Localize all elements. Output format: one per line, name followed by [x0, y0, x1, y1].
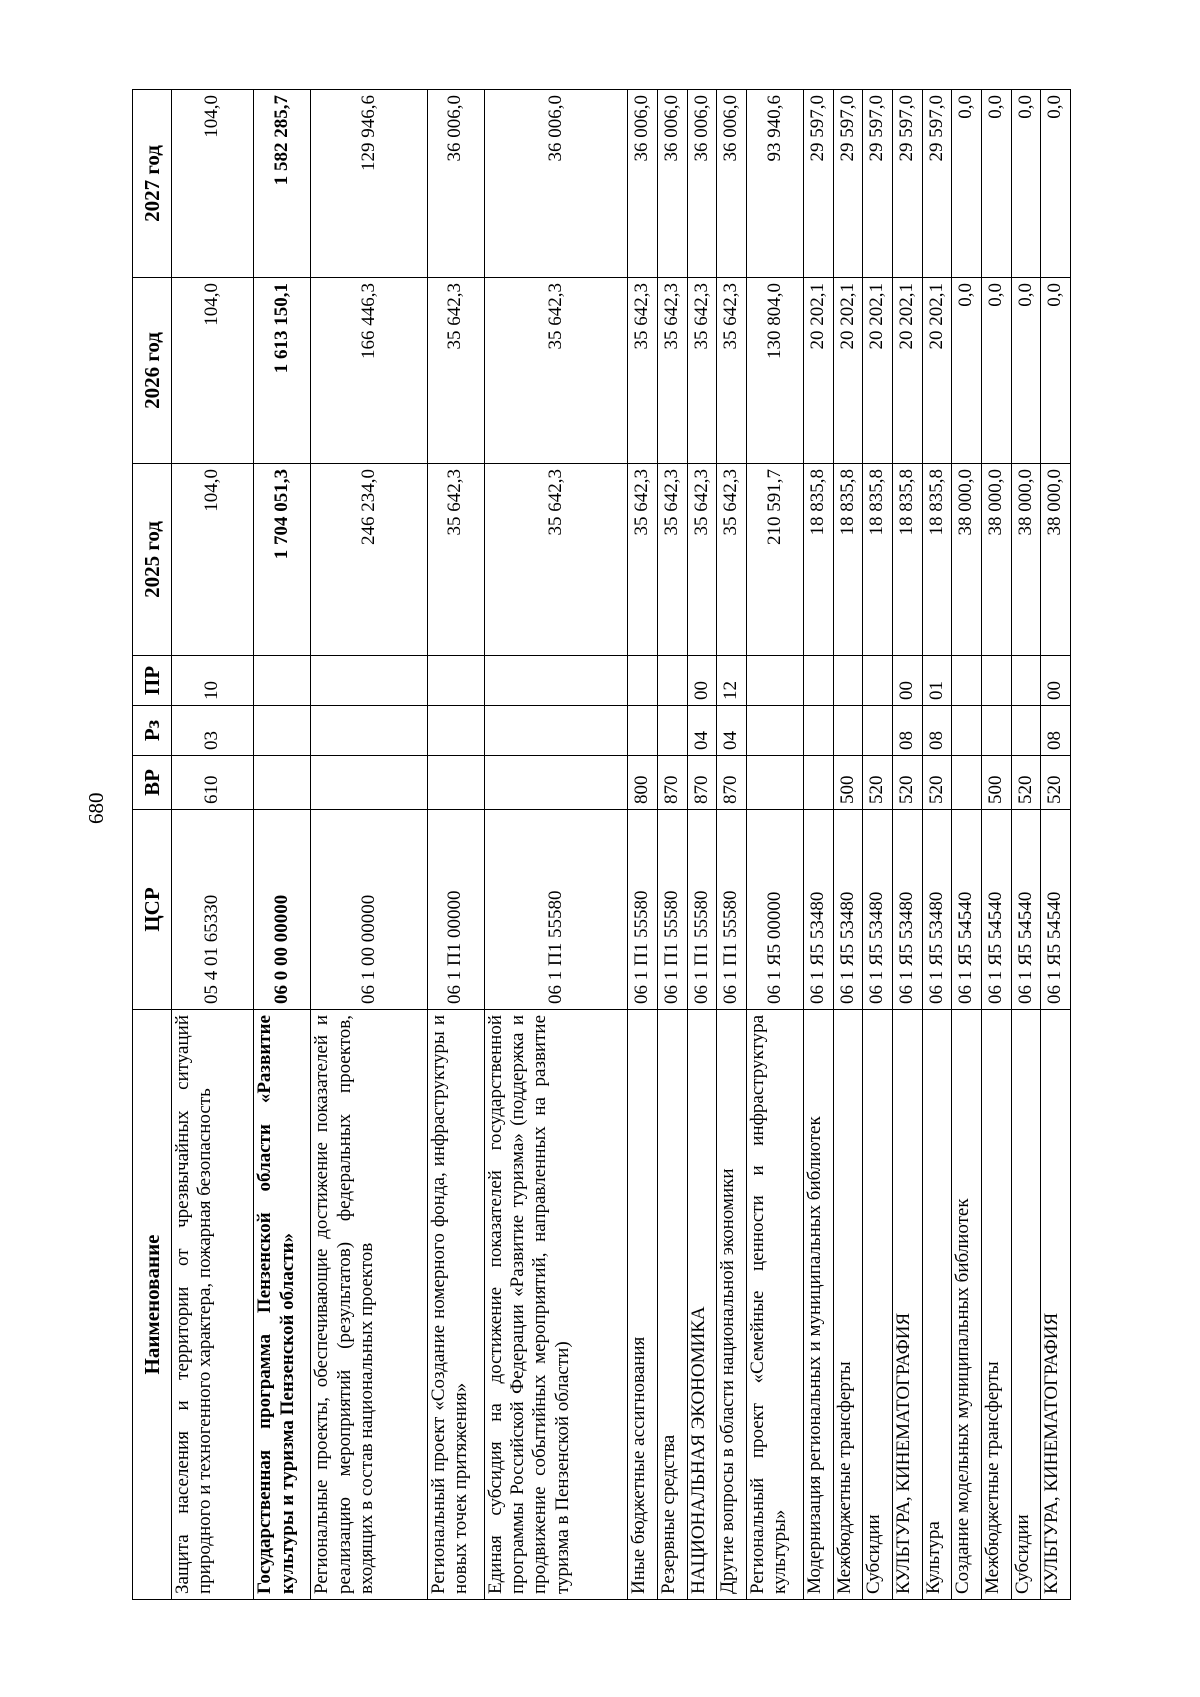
row-csr: 06 1 П1 55580 — [628, 810, 658, 1010]
row-name: Региональные проекты, обеспечивающие достижение показателей и реализацию мероприятий (результатов) федеральных проектов, входящих в состав национальных проектов — [311, 1010, 427, 1600]
row-csr: 06 1 Я5 53480 — [892, 810, 922, 1010]
row-csr: 06 1 Я5 53480 — [803, 810, 833, 1010]
row-2026: 20 202,1 — [833, 278, 863, 464]
row-pr: 00 — [892, 656, 922, 706]
row-2026: 0,0 — [1011, 278, 1041, 464]
row-name: Создание модельных муниципальных библиотек — [952, 1010, 982, 1600]
row-rz — [833, 706, 863, 756]
row-2026: 104,0 — [172, 278, 254, 464]
row-2025: 1 704 051,3 — [254, 464, 311, 656]
row-2027: 0,0 — [981, 90, 1011, 278]
row-name: Субсидии — [1011, 1010, 1041, 1600]
row-2025: 35 642,3 — [427, 464, 484, 656]
row-csr: 06 1 Я5 54540 — [952, 810, 982, 1010]
row-rz — [254, 706, 311, 756]
row-vr — [311, 756, 427, 810]
row-rz — [628, 706, 658, 756]
table-row — [484, 90, 628, 1600]
row-rz — [981, 706, 1011, 756]
row-rz: 03 — [172, 706, 254, 756]
row-2026: 35 642,3 — [717, 278, 747, 464]
row-2027: 36 006,0 — [628, 90, 658, 278]
row-2026: 166 446,3 — [311, 278, 427, 464]
row-pr — [833, 656, 863, 706]
table-row — [952, 90, 982, 1600]
header-2027: 2027 год — [133, 90, 172, 278]
row-2025: 18 835,8 — [803, 464, 833, 656]
row-vr — [746, 756, 803, 810]
row-2027: 104,0 — [172, 90, 254, 278]
table-row — [687, 90, 717, 1600]
row-rz — [863, 706, 893, 756]
row-2025: 18 835,8 — [833, 464, 863, 656]
row-2026: 35 642,3 — [687, 278, 717, 464]
row-rz: 08 — [922, 706, 952, 756]
row-csr: 06 1 Я5 53480 — [863, 810, 893, 1010]
budget-table — [132, 89, 1071, 1600]
table-row — [628, 90, 658, 1600]
row-2027: 0,0 — [1041, 90, 1071, 278]
row-pr — [1011, 656, 1041, 706]
table-row — [254, 90, 311, 1600]
row-pr — [952, 656, 982, 706]
row-vr: 500 — [833, 756, 863, 810]
row-vr — [254, 756, 311, 810]
row-2027: 29 597,0 — [892, 90, 922, 278]
row-pr: 01 — [922, 656, 952, 706]
row-vr: 520 — [892, 756, 922, 810]
row-2027: 29 597,0 — [833, 90, 863, 278]
table-row — [803, 90, 833, 1600]
row-vr: 500 — [981, 756, 1011, 810]
row-rz: 04 — [687, 706, 717, 756]
row-2025: 18 835,8 — [922, 464, 952, 656]
row-pr — [803, 656, 833, 706]
row-csr: 06 0 00 00000 — [254, 810, 311, 1010]
row-rz — [311, 706, 427, 756]
row-2027: 29 597,0 — [922, 90, 952, 278]
row-rz — [1011, 706, 1041, 756]
table-row — [833, 90, 863, 1600]
row-name: КУЛЬТУРА, КИНЕМАТОГРАФИЯ — [892, 1010, 922, 1600]
row-2026: 20 202,1 — [922, 278, 952, 464]
row-2027: 93 940,6 — [746, 90, 803, 278]
row-name: Региональный проект «Семейные ценности и инфраструктура культуры» — [746, 1010, 803, 1600]
row-2026: 0,0 — [952, 278, 982, 464]
row-rz: 08 — [892, 706, 922, 756]
header-2025: 2025 год — [133, 464, 172, 656]
budget-table-container — [132, 90, 1071, 1600]
row-2027: 36 006,0 — [427, 90, 484, 278]
row-2025: 35 642,3 — [657, 464, 687, 656]
table-row — [863, 90, 893, 1600]
row-csr: 06 1 Я5 53480 — [833, 810, 863, 1010]
row-2026: 35 642,3 — [427, 278, 484, 464]
header-name: Наименование — [133, 1010, 172, 1600]
row-pr — [484, 656, 628, 706]
table-row — [892, 90, 922, 1600]
row-2026: 35 642,3 — [628, 278, 658, 464]
row-vr — [952, 756, 982, 810]
row-pr — [311, 656, 427, 706]
row-name: Субсидии — [863, 1010, 893, 1600]
row-2027: 0,0 — [952, 90, 982, 278]
row-csr: 06 1 П1 55580 — [717, 810, 747, 1010]
row-2027: 29 597,0 — [863, 90, 893, 278]
row-name: Межбюджетные трансферты — [833, 1010, 863, 1600]
table-row — [981, 90, 1011, 1600]
row-csr: 06 1 Я5 53480 — [922, 810, 952, 1010]
row-name: Государственная программа Пензенской области «Развитие культуры и туризма Пензенской области» — [254, 1010, 311, 1600]
table-row — [922, 90, 952, 1600]
row-name: КУЛЬТУРА, КИНЕМАТОГРАФИЯ — [1041, 1010, 1071, 1600]
row-csr: 06 1 Я5 54540 — [981, 810, 1011, 1010]
row-2027: 36 006,0 — [687, 90, 717, 278]
row-2027: 29 597,0 — [803, 90, 833, 278]
row-2025: 35 642,3 — [717, 464, 747, 656]
row-rz — [484, 706, 628, 756]
row-name: Другие вопросы в области национальной экономики — [717, 1010, 747, 1600]
row-vr: 800 — [628, 756, 658, 810]
row-pr — [863, 656, 893, 706]
row-2025: 246 234,0 — [311, 464, 427, 656]
header-vr: ВР — [133, 756, 172, 810]
row-2027: 0,0 — [1011, 90, 1041, 278]
row-name: Региональный проект «Создание номерного фонда, инфраструктуры и новых точек притяжения» — [427, 1010, 484, 1600]
table-row — [1041, 90, 1071, 1600]
table-row — [427, 90, 484, 1600]
row-2025: 35 642,3 — [687, 464, 717, 656]
row-vr: 520 — [863, 756, 893, 810]
row-2025: 18 835,8 — [892, 464, 922, 656]
row-vr: 520 — [922, 756, 952, 810]
row-vr — [484, 756, 628, 810]
row-2026: 1 613 150,1 — [254, 278, 311, 464]
header-2026: 2026 год — [133, 278, 172, 464]
row-pr — [981, 656, 1011, 706]
row-vr: 870 — [657, 756, 687, 810]
row-2025: 38 000,0 — [981, 464, 1011, 656]
row-2027: 36 006,0 — [717, 90, 747, 278]
header-csr: ЦСР — [133, 810, 172, 1010]
row-vr: 870 — [717, 756, 747, 810]
row-vr: 610 — [172, 756, 254, 810]
row-2026: 130 804,0 — [746, 278, 803, 464]
row-2025: 38 000,0 — [952, 464, 982, 656]
row-2025: 104,0 — [172, 464, 254, 656]
row-2027: 36 006,0 — [484, 90, 628, 278]
row-pr — [657, 656, 687, 706]
table-row — [311, 90, 427, 1600]
row-2025: 38 000,0 — [1041, 464, 1071, 656]
row-2026: 20 202,1 — [863, 278, 893, 464]
row-2027: 36 006,0 — [657, 90, 687, 278]
row-name: Защита населения и территории от чрезвычайных ситуаций природного и техногенного характера, пожарная безопасность — [172, 1010, 254, 1600]
row-name: Модернизация региональных и муниципальных библиотек — [803, 1010, 833, 1600]
table-row — [657, 90, 687, 1600]
row-name: Иные бюджетные ассигнования — [628, 1010, 658, 1600]
row-name: Межбюджетные трансферты — [981, 1010, 1011, 1600]
row-2026: 0,0 — [981, 278, 1011, 464]
row-2025: 38 000,0 — [1011, 464, 1041, 656]
row-2025: 210 591,7 — [746, 464, 803, 656]
row-rz — [657, 706, 687, 756]
table-row — [1011, 90, 1041, 1600]
row-pr: 00 — [1041, 656, 1071, 706]
row-pr: 12 — [717, 656, 747, 706]
row-pr — [427, 656, 484, 706]
row-pr — [746, 656, 803, 706]
row-2025: 18 835,8 — [863, 464, 893, 656]
page-number: 680 — [84, 792, 108, 824]
row-vr: 520 — [1011, 756, 1041, 810]
row-vr — [803, 756, 833, 810]
row-csr: 06 1 Я5 54540 — [1011, 810, 1041, 1010]
row-csr: 05 4 01 65330 — [172, 810, 254, 1010]
header-pr: ПР — [133, 656, 172, 706]
row-pr — [628, 656, 658, 706]
row-2026: 20 202,1 — [892, 278, 922, 464]
row-2026: 35 642,3 — [657, 278, 687, 464]
row-rz — [952, 706, 982, 756]
table-header-row — [133, 90, 172, 1600]
row-csr: 06 1 П1 55580 — [657, 810, 687, 1010]
row-rz: 04 — [717, 706, 747, 756]
row-name: Культура — [922, 1010, 952, 1600]
row-2025: 35 642,3 — [484, 464, 628, 656]
row-pr: 10 — [172, 656, 254, 706]
row-2026: 35 642,3 — [484, 278, 628, 464]
row-vr: 870 — [687, 756, 717, 810]
row-rz — [746, 706, 803, 756]
row-2026: 20 202,1 — [803, 278, 833, 464]
row-csr: 06 1 00 00000 — [311, 810, 427, 1010]
row-2025: 35 642,3 — [628, 464, 658, 656]
row-name: Резервные средства — [657, 1010, 687, 1600]
row-vr — [427, 756, 484, 810]
row-rz: 08 — [1041, 706, 1071, 756]
row-csr: 06 1 Я5 00000 — [746, 810, 803, 1010]
row-pr: 00 — [687, 656, 717, 706]
row-csr: 06 1 П1 55580 — [484, 810, 628, 1010]
header-rz: Рз — [133, 706, 172, 756]
row-2026: 0,0 — [1041, 278, 1071, 464]
row-csr: 06 1 П1 00000 — [427, 810, 484, 1010]
row-name: НАЦИОНАЛЬНАЯ ЭКОНОМИКА — [687, 1010, 717, 1600]
row-rz — [427, 706, 484, 756]
table-row — [172, 90, 254, 1600]
row-2027: 129 946,6 — [311, 90, 427, 278]
row-2027: 1 582 285,7 — [254, 90, 311, 278]
row-rz — [803, 706, 833, 756]
row-csr: 06 1 П1 55580 — [687, 810, 717, 1010]
table-row — [746, 90, 803, 1600]
row-csr: 06 1 Я5 54540 — [1041, 810, 1071, 1010]
row-name: Единая субсидия на достижение показателей государственной программы Российской Федерации «Развитие туризма» (поддержка и продвижение событийных мероприятий, направленных на развитие туризма в Пензенской области) — [484, 1010, 628, 1600]
table-row — [717, 90, 747, 1600]
row-vr: 520 — [1041, 756, 1071, 810]
row-pr — [254, 656, 311, 706]
